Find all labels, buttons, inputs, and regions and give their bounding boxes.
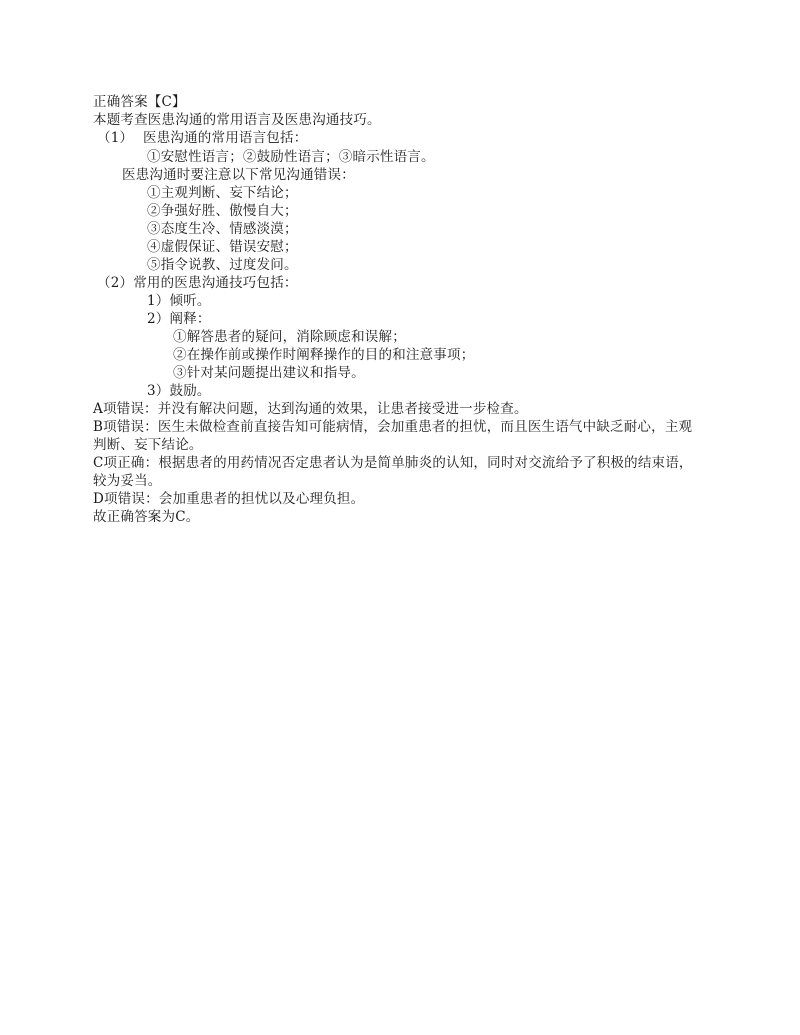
error-item: ②争强好胜、傲慢自大； bbox=[147, 203, 298, 219]
errors-heading: 医患沟通时要注意以下常见沟通错误： bbox=[122, 167, 355, 183]
option-b-explanation-cont: 判断、妄下结论。 bbox=[93, 437, 203, 453]
error-item: ①主观判断、妄下结论； bbox=[147, 185, 298, 201]
skill-encouragement: 3）鼓励。 bbox=[147, 383, 211, 399]
intro-text: 本题考查医患沟通的常用语言及医患沟通技巧。 bbox=[93, 112, 381, 128]
answer-heading: 正确答案【C】 bbox=[93, 94, 186, 110]
option-a-explanation: A项错误：并没有解决问题，达到沟通的效果，让患者接受进一步检查。 bbox=[93, 401, 528, 417]
explanation-item: ③针对某问题提出建议和指导。 bbox=[173, 365, 365, 381]
section1-number: （1） bbox=[97, 130, 134, 146]
option-c-explanation-cont: 较为妥当。 bbox=[93, 473, 162, 489]
skill-explanation: 2）阐释： bbox=[147, 311, 211, 327]
explanation-item: ②在操作前或操作时阐释操作的目的和注意事项； bbox=[173, 347, 475, 363]
skill-listening: 1）倾听。 bbox=[147, 293, 211, 309]
error-item: ③态度生冷、情感淡漠； bbox=[147, 221, 298, 237]
section2-heading: （2）常用的医患沟通技巧包括： bbox=[97, 275, 298, 291]
conclusion: 故正确答案为C。 bbox=[93, 509, 200, 525]
section1-heading: 医患沟通的常用语言包括： bbox=[143, 130, 308, 146]
explanation-item: ①解答患者的疑问，消除顾虑和误解； bbox=[173, 329, 406, 345]
option-b-explanation: B项错误：医生未做检查前直接告知可能病情，会加重患者的担忧，而且医生语气中缺乏耐心，主观 bbox=[93, 419, 693, 435]
common-languages: ①安慰性语言；②鼓励性语言；③暗示性语言。 bbox=[147, 149, 435, 165]
option-d-explanation: D项错误：会加重患者的担忧以及心理负担。 bbox=[93, 491, 365, 507]
option-c-explanation: C项正确：根据患者的用药情况否定患者认为是简单肺炎的认知，同时对交流给予了积极的结束语， bbox=[93, 455, 693, 471]
error-item: ④虚假保证、错误安慰； bbox=[147, 239, 298, 255]
error-item: ⑤指令说教、过度发问。 bbox=[147, 257, 298, 273]
